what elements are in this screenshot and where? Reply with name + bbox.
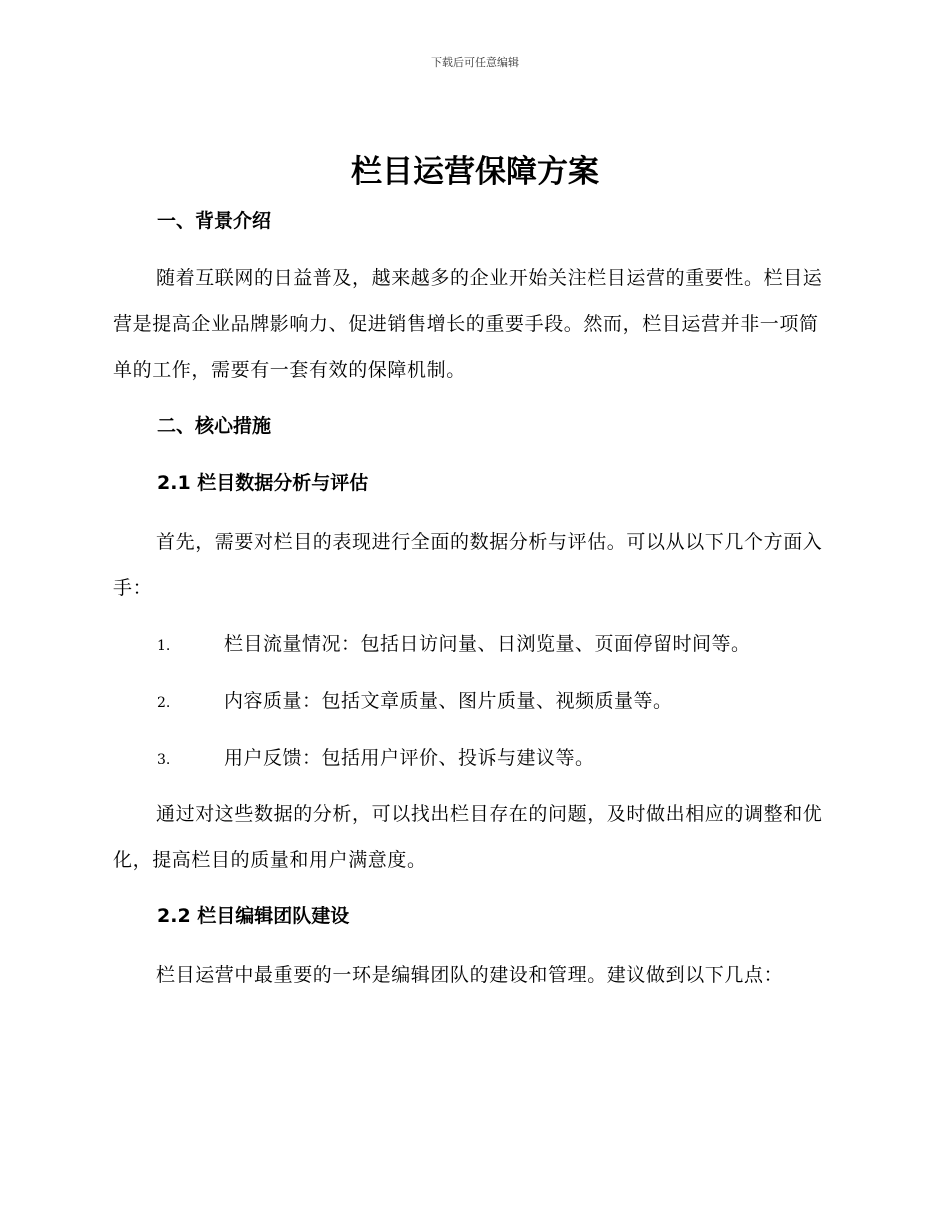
document-title: 栏目运营保障方案: [351, 154, 599, 190]
list-item-text: 内容质量：包括文章质量、图片质量、视频质量等。: [224, 690, 673, 712]
list-item-number: 3.: [157, 752, 171, 768]
paragraph-editorial-team: 栏目运营中最重要的一环是编辑团队的建设和管理。建议做到以下几点：: [156, 964, 784, 986]
list-item-number: 2.: [157, 695, 171, 711]
list-item-text: 栏目流量情况：包括日访问量、日浏览量、页面停留时间等。: [224, 633, 751, 655]
paragraph-background: 随着互联网的日益普及，越来越多的企业开始关注栏目运营的重要性。栏目运营是提高企业品牌影响力、促进销售增长的重要手段。然而，栏目运营并非一项简单的工作，需要有一套有效的保障机制。: [113, 267, 823, 381]
section-heading-core-measures: 二、核心措施: [157, 415, 272, 437]
paragraph-data-analysis: 首先，需要对栏目的表现进行全面的数据分析与评估。可以从以下几个方面入手：: [113, 531, 823, 599]
header-note: 下载后可任意编辑: [431, 56, 519, 69]
subsection-heading-editorial-team: 2.2 栏目编辑团队建设: [157, 905, 350, 927]
section-heading-background: 一、背景介绍: [157, 210, 272, 232]
paragraph-analysis-result: 通过对这些数据的分析，可以找出栏目存在的问题，及时做出相应的调整和优化，提高栏目的质量和用户满意度。: [113, 803, 823, 871]
list-item-number: 1.: [157, 638, 171, 654]
subsection-heading-data-analysis: 2.1 栏目数据分析与评估: [157, 472, 369, 494]
list-item-text: 用户反馈：包括用户评价、投诉与建议等。: [224, 747, 595, 769]
